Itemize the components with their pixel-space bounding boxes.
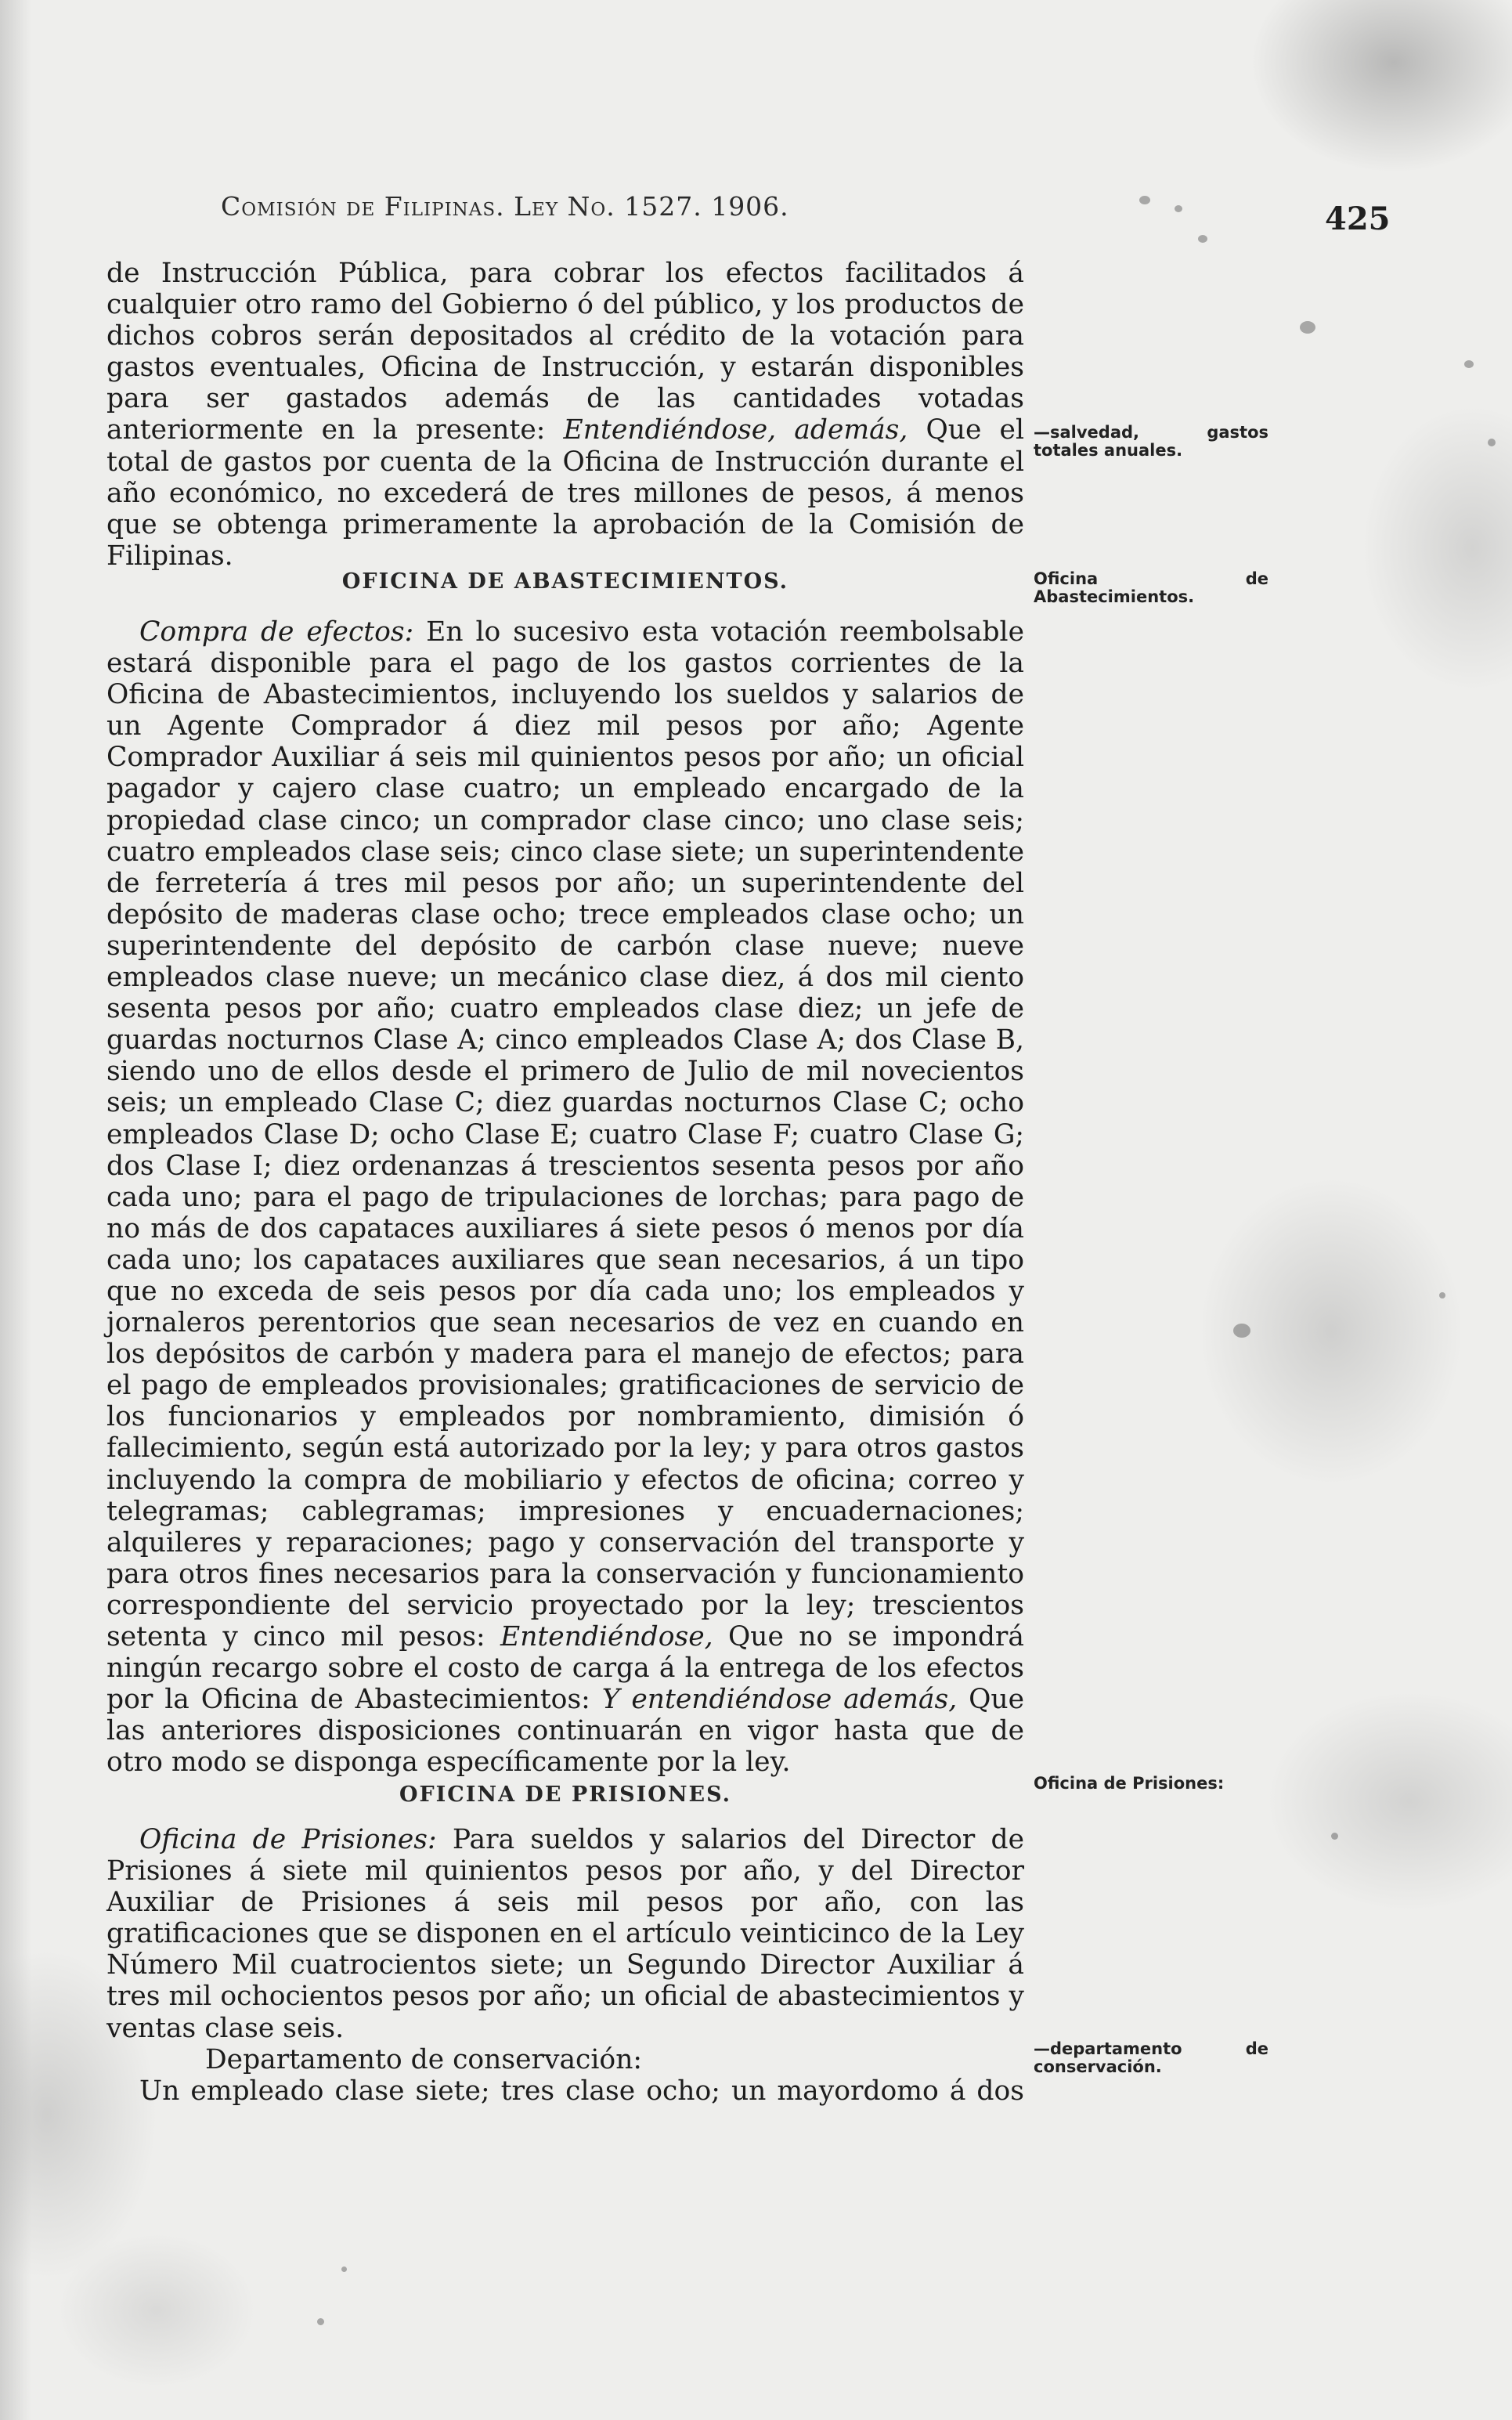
paragraph [106, 258, 1024, 572]
opening-paragraph [106, 258, 1024, 572]
side-note-conservacion: —departamento de conservación. [1034, 2039, 1268, 2076]
proviso-italic: Entendiéndose, [500, 1621, 713, 1652]
section-heading-prisiones: OFICINA DE PRISIONES. [399, 1782, 732, 1807]
ink-speck [1464, 360, 1474, 368]
paragraph-text: de Instrucción Pública, para cobrar los efectos facilitados á cualquier otro ramo del Gobierno ó del público, y los productos de dichos cobros serán depositados al crédito de la votación para gastos eventuales, Oficina de Instrucción, y estarán disponibles para ser gastados además de las cantidades votadas anteriormente en la presente: [106, 258, 1024, 446]
ink-speck [1439, 1292, 1445, 1298]
paragraph [106, 616, 1024, 1778]
ink-speck [1139, 196, 1150, 204]
side-note-abastecimientos: Oficina de Abastecimientos. [1034, 569, 1268, 606]
subheading-line [106, 2044, 1024, 2075]
proviso-italic: Y entendiéndose además, [601, 1684, 958, 1716]
ink-speck [1175, 205, 1182, 212]
subheading-conservacion: Departamento de conservación: [205, 2043, 643, 2075]
paragraph-text: En lo sucesivo esta votación reembolsable estará disponible para el pago de los gastos corrientes de la Oficina de Abastecimientos, incluyendo los sueldos y salarios de un Agente Comprador á diez mil pesos por año; Agente Comprador Auxiliar á seis mil quinientos pesos por año; un oficial pagador y cajero clase cuatro; un empleado encargado de la propiedad clase cinco; un comprador clase cinco; uno clase seis; cuatro empleados clase seis; cinco clase siete; un superintendente de ferretería á tres mil pesos por año; un superintendente del depósito de maderas clase ocho; trece empleados clase ocho; un superintendente del depósito de carbón clase nueve; nueve empleados clase nueve; un mecánico clase diez, á dos mil ciento sesenta pesos por año; cuatro empleados clase diez; un jefe de guardas nocturnos Clase A; cinco empleados Clase A; dos Clase B, siendo uno de ellos desde el primero de Julio de mil novecientos seis; un empleado Clase C; diez guardas nocturnos Clase C; ocho empleados Clase D; ocho Clase E; cuatro Clase F; cuatro Clase G; dos Clase I; diez ordenanzas á trescientos sesenta pesos por año cada uno; para el pago de tripulaciones de lorchas; para pago de no más de dos capataces auxiliares á siete pesos ó menos por día cada uno; los capataces auxiliares que sean necesarios, á un tipo que no exceda de seis pesos por día cada uno; los empleados y jornaleros perentorios que sean necesarios de vez en cuando en los depósitos de carbón y madera para el manejo de efectos; para el pago de empleados provisionales; gratificaciones de servicio de los funcionarios y empleados por nombramiento, dimisión ó fallecimiento, según está autorizado por la ley; y para otros gastos incluyendo la compra de mobiliario y efectos de oficina; correo y telegramas; cablegramas; impresiones y encuadernaciones; alquileres y reparaciones; pago y conservación del transporte y para otros fines necesarios para la conservación y funcionamiento correspondiente del servicio proyectado por la ley; trescientos setenta y cinco mil pesos: [106, 616, 1024, 1652]
paragraph-text: Que las anteriores disposiciones continuarán en vigor hasta que de otro modo se disponga específicamente por la ley. [106, 1684, 1024, 1779]
ink-speck [1488, 439, 1496, 446]
section-heading-abastecimientos: OFICINA DE ABASTECIMIENTOS. [341, 569, 789, 594]
paragraph-lead-italic: Oficina de Prisiones: [139, 1824, 437, 1855]
paragraph-text: Que el total de gastos por cuenta de la Oficina de Instrucción durante el año económico, no excederá de tres millones de pesos, á menos que se obtenga primeramente la aprobación de la Comisión de Filipinas. [106, 414, 1024, 572]
paragraph-text: Para sueldos y salarios del Director de Prisiones á siete mil quinientos pesos por año, y del Director Auxiliar de Prisiones á seis mil pesos por año, con las gratificaciones que se disponen en el artículo veinticinco de la Ley Número Mil cuatrocientos siete; un Segundo Director Auxiliar á tres mil ochocientos pesos por año; un oficial de abastecimientos y ventas clase seis. [106, 1824, 1025, 2044]
ink-speck [1300, 321, 1315, 334]
abastecimientos-paragraph [106, 616, 1024, 1778]
ink-speck [1233, 1324, 1250, 1338]
paragraph [106, 1824, 1024, 2044]
paragraph-text: Que no se impondrá ningún recargo sobre el costo de carga á la entrega de los efectos por la Oficina de Abastecimientos: [106, 1621, 1024, 1716]
ink-speck [317, 2318, 324, 2325]
prisiones-paragraph [106, 1824, 1024, 2107]
paragraph [106, 2075, 1024, 2107]
page-number: 425 [1325, 200, 1391, 237]
paragraph-lead-italic: Compra de efectos: [139, 616, 414, 648]
side-note-salvedad: —salvedad, gastos totales anuales. [1034, 423, 1268, 460]
side-note-prisiones: Oficina de Prisiones: [1034, 1774, 1225, 1793]
proviso-italic: Entendiéndose, además, [563, 414, 908, 446]
paragraph-text: Un empleado clase siete; tres clase ocho; un mayordomo á dos [139, 2075, 1024, 2107]
running-head: Comisión de Filipinas. Ley No. 1527. 1906. [221, 191, 789, 222]
ink-speck [341, 2266, 347, 2272]
ink-speck [1331, 1833, 1338, 1840]
ink-speck [1198, 235, 1207, 243]
